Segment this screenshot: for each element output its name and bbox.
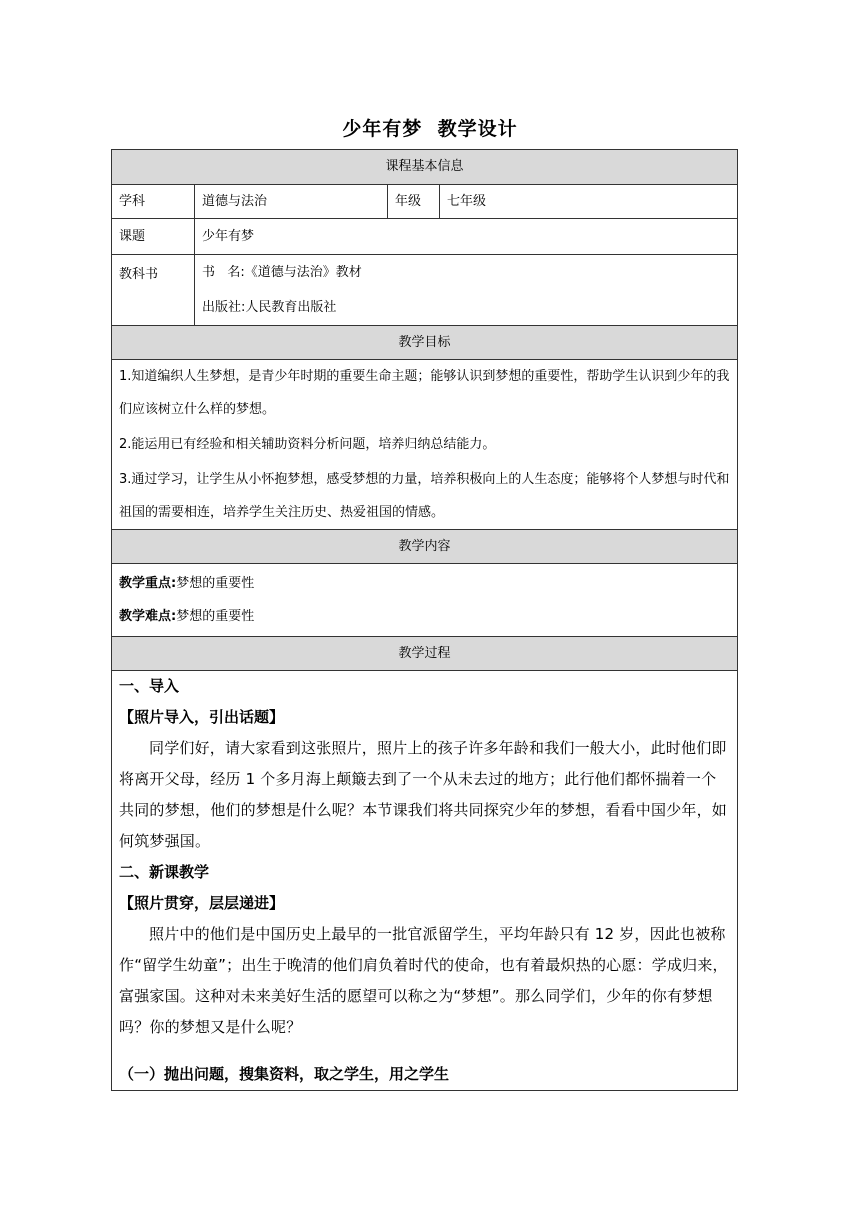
content-cell — [112, 564, 738, 637]
section-heading: 一、导入 — [119, 677, 180, 695]
subsection-heading: （一）抛出问题，搜集资料，取之学生，用之学生 — [119, 1065, 450, 1083]
grade-label: 年级 — [388, 185, 440, 219]
textbook-row — [112, 255, 738, 326]
objectives-row — [112, 360, 738, 530]
subject-label: 学科 — [112, 185, 195, 219]
content-header-row — [112, 530, 738, 564]
section-paragraph: 同学们好，请大家看到这张照片，照片上的孩子许多年龄和我们一般大小，此时他们即将离开父母，经历 1 个多月海上颠簸去到了一个从未去过的地方；此行他们都怀揣着一个共同的梦想，他们的梦想是什么呢？本节课我们将共同探究少年的梦想，看看中国少年，如何筑梦强国。 — [119, 739, 728, 850]
key-point-value: 梦想的重要性 — [176, 576, 255, 591]
topic-row — [112, 219, 738, 255]
document-title: 少年有梦 教学设计 — [342, 118, 518, 140]
objective-item: 1.知道编织人生梦想，是青少年时期的重要生命主题；能够认识到梦想的重要性，帮助学生认识到少年的我们应该树立什么样的梦想。 — [119, 369, 730, 417]
topic-value: 少年有梦 — [195, 219, 738, 255]
objectives-header: 教学目标 — [112, 326, 738, 360]
objectives-cell — [112, 360, 738, 530]
textbook-name: 书 名:《道德与法治》教材 — [202, 265, 362, 280]
difficulty-value: 梦想的重要性 — [176, 609, 255, 624]
process-cell — [112, 671, 738, 1091]
basic-info-header-row — [112, 150, 738, 185]
objectives-header-row — [112, 326, 738, 360]
subject-value: 道德与法治 — [195, 185, 388, 219]
content-header: 教学内容 — [112, 530, 738, 564]
difficulty-label: 教学难点: — [119, 609, 177, 624]
process-header: 教学过程 — [112, 637, 738, 671]
textbook-publisher: 出版社:人民教育出版社 — [202, 300, 337, 315]
content-row — [112, 564, 738, 637]
section-subheading: 【照片贯穿，层层递进】 — [119, 894, 285, 912]
textbook-label-cell — [112, 255, 195, 326]
objective-item: 3.通过学习，让学生从小怀抱梦想，感受梦想的力量，培养积极向上的人生态度；能够将个人梦想与时代和祖国的需要相连，培养学生关注历史、热爱祖国的情感。 — [119, 472, 730, 520]
key-point-label: 教学重点: — [119, 576, 177, 591]
basic-info-header: 课程基本信息 — [112, 150, 738, 185]
textbook-label: 教科书 — [119, 267, 159, 282]
key-point-line — [119, 567, 730, 600]
objective-item: 2.能运用已有经验和相关辅助资料分析问题，培养归纳总结能力。 — [119, 437, 496, 452]
process-header-row — [112, 637, 738, 671]
grade-value: 七年级 — [440, 185, 738, 219]
section-subheading: 【照片导入，引出话题】 — [119, 708, 285, 726]
topic-label: 课题 — [112, 219, 195, 255]
lesson-plan-table — [111, 149, 738, 1091]
process-row — [112, 671, 738, 1091]
difficulty-line — [119, 600, 730, 633]
section-heading: 二、新课教学 — [119, 863, 210, 881]
section-paragraph: 照片中的他们是中国历史上最早的一批官派留学生，平均年龄只有 12 岁，因此也被称作“留学生幼童”；出生于晚清的他们肩负着时代的使命，也有着最炽热的心愿：学成归来，富强家国。这种对未来美好生活的愿望可以称之为“梦想”。那么同学们，少年的你有梦想吗？你的梦想又是什么呢？ — [119, 925, 728, 1036]
textbook-info — [195, 255, 738, 326]
subject-row — [112, 185, 738, 219]
